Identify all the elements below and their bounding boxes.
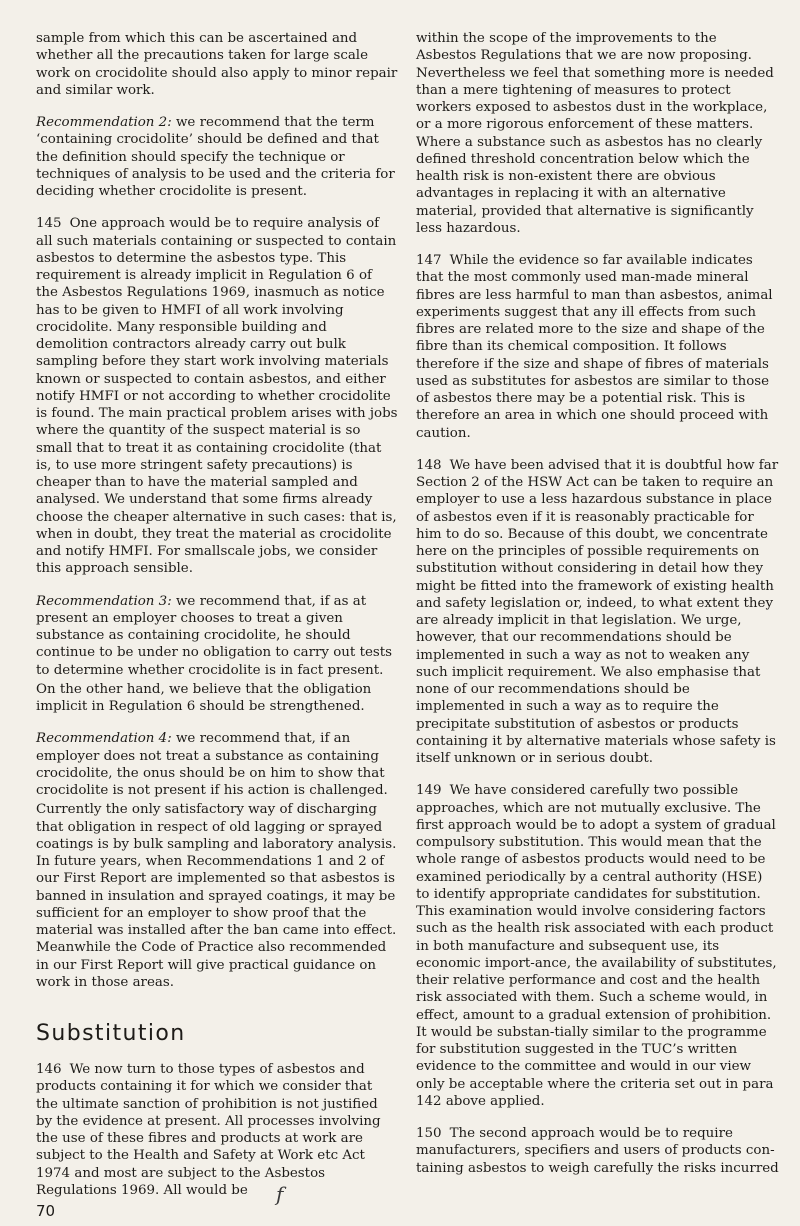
paragraph-number-149: 149 xyxy=(416,783,442,799)
paragraph-146-text: We now turn to those types of asbestos and products containing it for which we consider that the ultimate sanction of prohibition is not justified by the evidence at present. All processes involving the use of these fibres and products at work are subject to the Health and Safety at Work etc Act 1974 and most are subject to the Asbestos Regulations 1969. All would be xyxy=(36,1062,381,1198)
paragraph-145 xyxy=(36,215,398,577)
recommendation-4 xyxy=(36,730,398,799)
recommendation-2 xyxy=(36,114,398,200)
paragraph-150 xyxy=(416,1125,780,1177)
recommendation-2-label: Recommendation 2: xyxy=(36,115,172,130)
paragraph-148-text: We have been advised that it is doubtful how far Section 2 of the HSW Act can be taken to require an employer to use a less hazardous substance in place of asbestos even if it is reasonably practicable for him to do so. Because of this doubt, we concentrate here on the principles of possible requirements on substitution without considering in detail how they might be fitted into the framework of existing health and safety legislation or, indeed, to what extent they are already implicit in that legislation. We urge, however, that our recommendations should be implemented in such a way as not to weaken any such implicit requirement. We also emphasise that none of our recommendations should be implemented in such a way as to require the precipitate substitution of asbestos or products containing it by alternative materials whose safety is itself unknown or in serious doubt. xyxy=(416,457,779,766)
right-column xyxy=(416,30,780,1192)
recommendation-3-label: Recommendation 3: xyxy=(36,593,172,609)
recommendation-3-text: we recommend that, if as at present an employer chooses to treat a given substance as containing crocidolite, he should continue to be under no obligation to carry out tests to determine whether crocidolite is in fact present. xyxy=(36,593,392,678)
paragraph-number-150: 150 xyxy=(416,1126,442,1141)
page-number: 70 xyxy=(36,1202,56,1220)
paragraph-147 xyxy=(416,252,780,442)
recommendation-3 xyxy=(36,593,398,679)
paragraph-continuation: within the scope of the improvements to the Asbestos Regulations that we are now proposing. Nevertheless we feel that something more is needed than a mere tightening of measures to protect workers exposed to asbestos dust in the workplace, or a more rigorous enforcement of these matters. Where a substance such as asbestos has no clearly defined threshold concentration below which the health risk is non-existent there are obvious advantages in replacing it with an alternative material, provided that alternative is significantly less hazardous. xyxy=(416,31,774,236)
recommendation-4-label: Recommendation 4: xyxy=(36,731,172,747)
paragraph-150-text: The second approach would be to require manufacturers, specifiers and users of products con-taining asbestos to weigh carefully the risks incurred xyxy=(416,1126,779,1176)
handwritten-margin-mark: f xyxy=(276,1182,284,1206)
paragraph-149 xyxy=(416,782,780,1110)
paragraph-147-text: While the evidence so far available indicates that the most commonly used man-made mineral fibres are less harmful to man than asbestos, animal experiments suggest that any ill effects from such fibres are related more to the size and shape of the fibre than its chemical composition. It follows therefore if the size and shape of fibres of materials used as substitutes for asbestos are similar to those of asbestos there may be a potential risk. This is therefore an area in which one should proceed with caution. xyxy=(416,253,773,441)
recommendation-4-text: we recommend that, if an employer does not treat a substance as containing crocidolite, the onus should be on him to show that crocidolite is not present if his action is challenged. xyxy=(36,731,388,798)
paragraph-number-147: 147 xyxy=(416,253,442,268)
paragraph-number-148: 148 xyxy=(416,457,442,473)
paragraph-145-text: One approach would be to require analysis of all such materials containing or suspected to contain asbestos to determine the asbestos type. This requirement is already implicit in Regulation 6 of the Asbestos Regulations 1969, inasmuch as notice has to be given to HMFI of all work involving crocidolite. Many responsible building and demolition contractors already carry out bulk sampling before they start work involving materials known or suspected to contain asbestos, and either notify HMFI or not according to whether crocidolite is found. The main practical problem arises with jobs where the quantity of the suspect material is so small that to treat it as containing crocidolite (that is, to use more stringent safety precautions) is cheaper than to have the material sampled and analysed. We understand that some firms already choose the cheaper alternative in such cases: that is, when in doubt, they treat the material as crocidolite and notify HMFI. For smallscale jobs, we consider this approach sensible. xyxy=(36,216,398,577)
paragraph-rec4-follow: Currently the only satisfactory way of discharging that obligation in respect of old lagging or sprayed coatings is by bulk sampling and laboratory analysis. In future years, when Recommendations 1 and 2 of our First Report are implemented so that asbestos is banned in insulation and sprayed coatings, it may be sufficient for an employer to show proof that the material was installed after the ban came into effect. Meanwhile the Code of Practice also recommended in our First Report will give practical guidance on work in those areas. xyxy=(36,802,397,990)
paragraph-number-145: 145 xyxy=(36,216,62,232)
paragraph-rec3-follow: On the other hand, we believe that the obligation implicit in Regulation 6 should be strengthened. xyxy=(36,681,372,714)
paragraph-148 xyxy=(416,457,780,768)
paragraph-number-146: 146 xyxy=(36,1062,62,1077)
section-heading-substitution: Substitution xyxy=(36,1021,186,1046)
recommendation-2-text: we recommend that the term ‘containing crocidolite’ should be defined and that the definition should specify the technique or techniques of analysis to be used and the criteria for deciding whether crocidolite is present. xyxy=(36,115,395,199)
paragraph-149-text: We have considered carefully two possible approaches, which are not mutually exclusive. The first approach would be to adopt a system of gradual compulsory substitution. This would mean that the whole range of asbestos products would need to be examined periodically by a central authority (HSE) to identify appropriate candidates for substitution. This examination would involve considering factors such as the health risk associated with each product in both manufacture and subsequent use, its economic import-ance, the availability of substitutes, their relative performance and cost and the health risk associated with them. Such a scheme would, in effect, amount to a gradual extension of prohibition. It would be substan-tially similar to the programme for substitution suggested in the TUC’s written evidence to the committee and would in our view only be acceptable where the criteria set out in para 142 above applied. xyxy=(416,783,777,1109)
paragraph-intro-continuation: sample from which this can be ascertained and whether all the precautions taken for large scale work on crocidolite should also apply to minor repair and similar work. xyxy=(36,31,398,98)
paragraph-146 xyxy=(36,1061,398,1199)
left-column xyxy=(36,30,398,1220)
